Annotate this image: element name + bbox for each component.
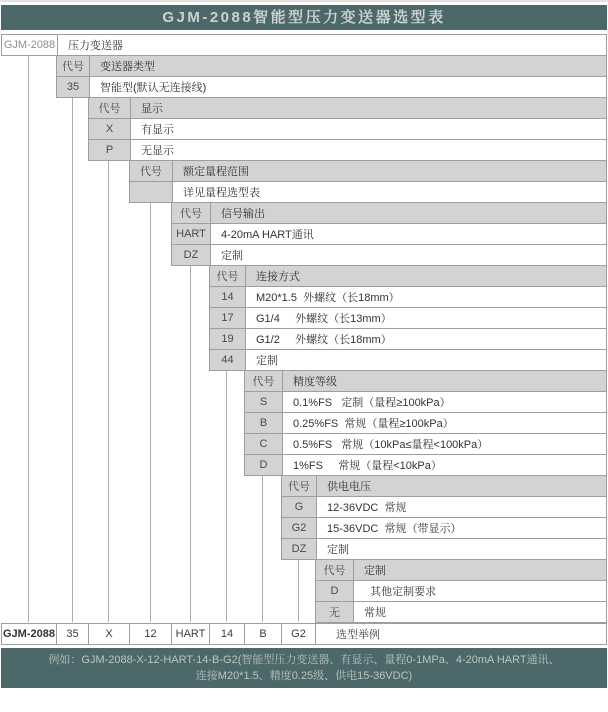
row-product <box>1 34 607 56</box>
desc-cell: 供电电压 <box>327 481 371 493</box>
connector-line-l3 <box>108 161 109 622</box>
connector-line-l5 <box>190 266 191 622</box>
summary-cell-display: X <box>89 624 130 644</box>
summary-cell-accuracy: B <box>245 624 282 644</box>
desc-cell: 定制 <box>256 355 278 367</box>
row-display-p <box>88 139 607 161</box>
row-accuracy-b <box>244 412 607 434</box>
desc-cell: 定制 <box>221 250 243 262</box>
example-footer-note <box>1 648 607 688</box>
code-cell: D <box>245 455 283 475</box>
desc-cell: 连接方式 <box>256 271 300 283</box>
row-signal-header <box>171 202 607 224</box>
code-cell: P <box>89 140 131 160</box>
code-cell: 代号 <box>172 203 211 223</box>
summary-cell-label: 选型举例 <box>336 629 380 641</box>
row-connection-19 <box>209 328 607 350</box>
code-cell: S <box>245 392 283 412</box>
code-cell: DZ <box>172 245 211 265</box>
row-range-note <box>129 181 607 203</box>
desc-cell: 1%FS 常规（量程<10kPa） <box>293 460 442 472</box>
code-cell: 代号 <box>282 476 317 496</box>
row-power-dz <box>281 538 607 560</box>
summary-cell-type: 35 <box>57 624 89 644</box>
row-accuracy-c <box>244 433 607 455</box>
row-power-header <box>281 475 607 497</box>
summary-cell-connection: 14 <box>210 624 245 644</box>
code-cell: X <box>89 119 131 139</box>
code-cell: B <box>245 413 283 433</box>
desc-cell: M20*1.5 外螺纹（长18mm） <box>256 292 400 304</box>
code-cell: 19 <box>210 329 246 349</box>
summary-cell-range: 12 <box>130 624 172 644</box>
row-accuracy-header <box>244 370 607 392</box>
row-type-35 <box>56 76 607 98</box>
row-power-g2 <box>281 517 607 539</box>
example-summary-row <box>1 623 607 645</box>
row-power-g <box>281 496 607 518</box>
row-display-x <box>88 118 607 140</box>
row-range-header <box>129 160 607 182</box>
code-cell <box>130 182 173 202</box>
desc-cell: 定制 <box>364 565 386 577</box>
row-connection-14 <box>209 286 607 308</box>
row-custom-d <box>315 580 607 602</box>
code-cell: HART <box>172 224 211 244</box>
summary-cell-model: GJM-2088 <box>2 624 57 644</box>
code-cell: 代号 <box>89 98 131 118</box>
desc-cell: 常规 <box>364 607 386 619</box>
row-display-header <box>88 97 607 119</box>
code-cell: 44 <box>210 350 246 370</box>
code-cell: G <box>282 497 317 517</box>
desc-cell: 12-36VDC 常规 <box>327 502 407 514</box>
code-cell: 无 <box>316 602 354 622</box>
desc-cell: 智能型(默认无连接线) <box>100 82 207 94</box>
connector-line-l2 <box>72 98 73 622</box>
summary-cell-power: G2 <box>282 624 316 644</box>
row-connection-header <box>209 265 607 287</box>
code-cell: D <box>316 581 354 601</box>
summary-cell-signal: HART <box>172 624 210 644</box>
connector-line-l6 <box>226 371 227 622</box>
row-accuracy-d <box>244 454 607 476</box>
footer-line-1: 例如：GJM-2088-X-12-HART-14-B-G2(智能型压力变送器、有显示、量程0-1MPa、4-20mA HART通讯、 <box>48 654 560 666</box>
code-cell: GJM-2088 <box>2 35 58 55</box>
selection-table-page <box>0 2 608 688</box>
desc-cell: 4-20mA HART通讯 <box>221 229 314 241</box>
code-cell: 代号 <box>130 161 173 181</box>
code-cell: 17 <box>210 308 246 328</box>
footer-line-2: 连接M20*1.5、精度0.25级、供电15-36VDC) <box>195 670 413 682</box>
desc-cell: 变送器类型 <box>100 61 155 73</box>
desc-cell: G1/4 外螺纹（长13mm） <box>256 313 392 325</box>
row-type-header <box>56 55 607 77</box>
desc-cell: G1/2 外螺纹（长18mm） <box>256 334 392 346</box>
desc-cell: 精度等级 <box>293 376 337 388</box>
page-title: GJM-2088智能型压力变送器选型表 <box>1 5 607 30</box>
row-custom-none <box>315 601 607 623</box>
desc-cell: 其他定制要求 <box>364 586 437 598</box>
desc-cell: 0.25%FS 常规（量程≥100kPa） <box>293 418 454 430</box>
desc-cell: 15-36VDC 常规（带显示） <box>327 523 462 535</box>
row-connection-44 <box>209 349 607 371</box>
code-cell: 代号 <box>57 56 90 76</box>
connector-line-l8 <box>298 560 299 622</box>
row-signal-dz <box>171 244 607 266</box>
desc-cell: 0.5%FS 常规（10kPa≤量程<100kPa） <box>293 439 489 451</box>
desc-cell: 定制 <box>327 544 349 556</box>
code-cell: 代号 <box>245 371 283 391</box>
row-custom-header <box>315 559 607 581</box>
row-signal-hart <box>171 223 607 245</box>
code-cell: 14 <box>210 287 246 307</box>
row-connection-17 <box>209 307 607 329</box>
connector-line-l1 <box>28 56 29 622</box>
desc-cell: 0.1%FS 定制（量程≥100kPa） <box>293 397 451 409</box>
desc-cell: 信号输出 <box>221 208 265 220</box>
code-cell: DZ <box>282 539 317 559</box>
desc-cell: 有显示 <box>141 124 174 136</box>
code-cell: 35 <box>57 77 90 97</box>
desc-cell: 显示 <box>141 103 163 115</box>
desc-cell: 无显示 <box>141 145 174 157</box>
connector-line-l4 <box>150 203 151 622</box>
selector-table <box>1 34 607 644</box>
code-cell: 代号 <box>316 560 354 580</box>
code-cell: C <box>245 434 283 454</box>
desc-cell: 详见量程选型表 <box>183 187 260 199</box>
code-cell: G2 <box>282 518 317 538</box>
desc-cell: 额定量程范围 <box>183 166 249 178</box>
row-accuracy-s <box>244 391 607 413</box>
connector-line-l7 <box>262 476 263 622</box>
code-cell: 代号 <box>210 266 246 286</box>
desc-cell: 压力变送器 <box>68 40 123 52</box>
